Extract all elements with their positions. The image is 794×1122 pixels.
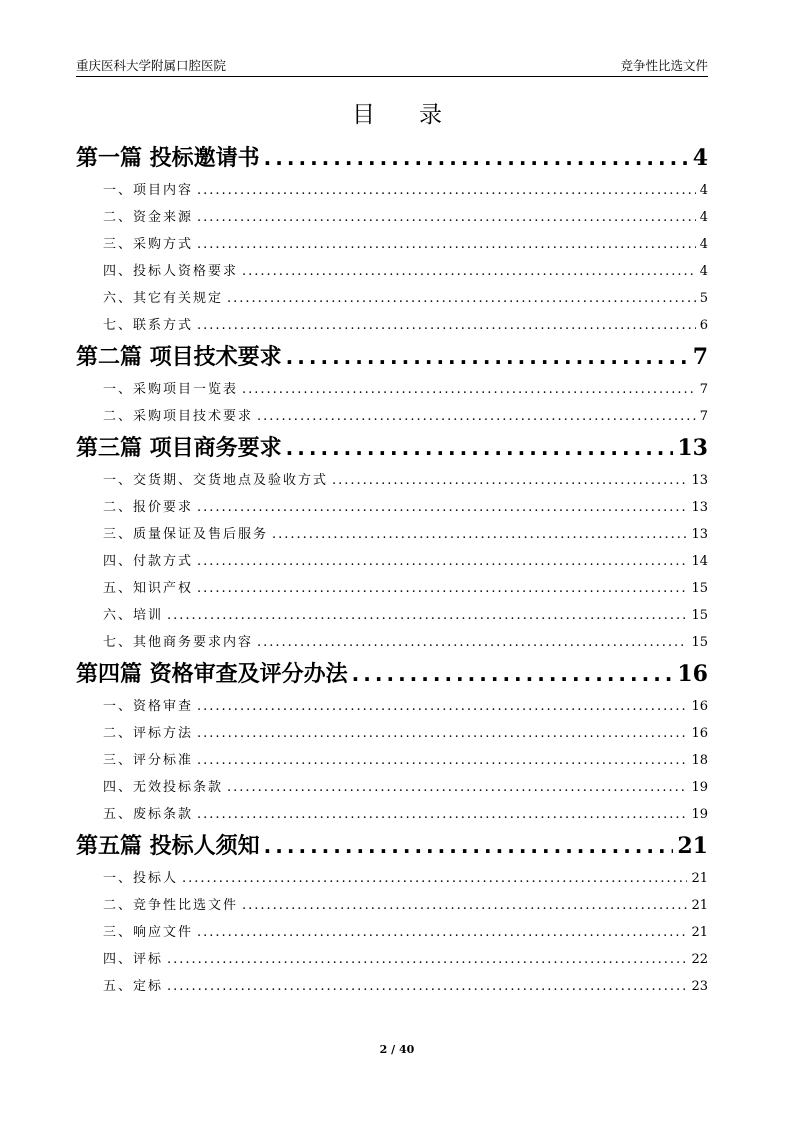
toc-entry-label: 第二篇 项目技术要求 (76, 345, 282, 370)
toc-entry-label: 一、投标人 (103, 871, 179, 886)
toc-leader-dots (167, 602, 687, 629)
toc-leader-dots (197, 548, 687, 575)
toc-leader-dots (197, 801, 687, 828)
toc-leader-dots (257, 403, 696, 430)
toc-section-entry[interactable] (76, 973, 708, 1000)
toc-entry-page: 21 (677, 833, 708, 859)
toc-entry-label: 二、竞争性比选文件 (103, 898, 239, 913)
toc-entry-label: 二、采购项目技术要求 (103, 409, 254, 424)
toc-leader-dots (242, 376, 696, 403)
toc-section-entry[interactable] (76, 919, 708, 946)
toc-entry-page: 21 (691, 898, 708, 913)
toc-leader-dots (264, 140, 689, 177)
toc-section-entry[interactable] (76, 892, 708, 919)
toc-leader-dots (197, 312, 696, 339)
toc-section-entry[interactable] (76, 693, 708, 720)
toc-entry-page: 15 (691, 608, 708, 623)
toc-leader-dots (197, 747, 687, 774)
toc-leader-dots (167, 946, 687, 973)
toc-entry-label: 第五篇 投标人须知 (76, 834, 260, 859)
toc-leader-dots (197, 494, 687, 521)
toc-chapter-entry[interactable] (76, 430, 708, 467)
toc-leader-dots (272, 521, 687, 548)
toc-entry-label: 六、培训 (103, 608, 164, 623)
toc-leader-dots (257, 629, 687, 656)
toc-entry-page: 5 (699, 291, 708, 306)
toc-section-entry[interactable] (76, 231, 708, 258)
toc-entry-page: 4 (692, 145, 708, 171)
page-number: 2 / 40 (379, 1043, 415, 1056)
toc-entry-page: 16 (691, 726, 708, 741)
toc-section-entry[interactable] (76, 285, 708, 312)
toc-entry-label: 七、联系方式 (103, 318, 194, 333)
toc-entry-page: 15 (691, 581, 708, 596)
toc-section-entry[interactable] (76, 177, 708, 204)
toc-entry-label: 一、采购项目一览表 (103, 382, 239, 397)
page-header (76, 56, 708, 77)
toc-entry-page: 13 (691, 500, 708, 515)
header-hospital-name: 重庆医科大学附属口腔医院 (76, 58, 227, 73)
toc-entry-label: 四、付款方式 (103, 554, 194, 569)
toc-entry-page: 13 (677, 435, 708, 461)
toc-section-entry[interactable] (76, 720, 708, 747)
toc-entry-label: 第三篇 项目商务要求 (76, 436, 282, 461)
toc-chapter-entry[interactable] (76, 140, 708, 177)
toc-entry-page: 7 (699, 409, 708, 424)
toc-entry-label: 二、报价要求 (103, 500, 194, 515)
toc-entry-page: 21 (691, 871, 708, 886)
toc-entry-label: 三、采购方式 (103, 237, 194, 252)
toc-entry-label: 七、其他商务要求内容 (103, 635, 254, 650)
toc-leader-dots (332, 467, 687, 494)
toc-entry-label: 第四篇 资格审查及评分办法 (76, 662, 348, 687)
toc-section-entry[interactable] (76, 629, 708, 656)
toc-entry-page: 16 (677, 661, 708, 687)
toc-entry-page: 22 (691, 952, 708, 967)
toc-entry-page: 6 (699, 318, 708, 333)
toc-section-entry[interactable] (76, 865, 708, 892)
toc-leader-dots (286, 339, 689, 376)
toc-section-entry[interactable] (76, 494, 708, 521)
toc-section-entry[interactable] (76, 521, 708, 548)
toc-entry-page: 15 (691, 635, 708, 650)
toc-section-entry[interactable] (76, 801, 708, 828)
toc-section-entry[interactable] (76, 376, 708, 403)
toc-entry-label: 二、评标方法 (103, 726, 194, 741)
toc-leader-dots (197, 919, 687, 946)
toc-entry-page: 7 (699, 382, 708, 397)
toc-leader-dots (286, 430, 674, 467)
toc-entry-label: 一、项目内容 (103, 183, 194, 198)
toc-leader-dots (197, 693, 687, 720)
toc-leader-dots (167, 973, 687, 1000)
toc-entry-label: 第一篇 投标邀请书 (76, 146, 260, 171)
toc-leader-dots (182, 865, 687, 892)
toc-section-entry[interactable] (76, 204, 708, 231)
toc-entry-page: 18 (691, 753, 708, 768)
toc-section-entry[interactable] (76, 575, 708, 602)
toc-entry-label: 四、评标 (103, 952, 164, 967)
toc-section-entry[interactable] (76, 467, 708, 494)
toc-leader-dots (197, 177, 696, 204)
toc-entry-page: 14 (691, 554, 708, 569)
toc-entry-label: 六、其它有关规定 (103, 291, 224, 306)
toc-section-entry[interactable] (76, 312, 708, 339)
toc-entry-label: 四、投标人资格要求 (103, 264, 239, 279)
toc-leader-dots (352, 656, 674, 693)
toc-entry-label: 四、无效投标条款 (103, 780, 224, 795)
toc-entry-page: 21 (691, 925, 708, 940)
toc-leader-dots (264, 828, 674, 865)
toc-title: 目录 (352, 102, 486, 128)
toc-entry-page: 13 (691, 473, 708, 488)
toc-section-entry[interactable] (76, 548, 708, 575)
toc-chapter-entry[interactable] (76, 656, 708, 693)
table-of-contents (76, 140, 708, 1000)
toc-entry-label: 三、响应文件 (103, 925, 194, 940)
toc-leader-dots (197, 575, 687, 602)
toc-section-entry[interactable] (76, 747, 708, 774)
toc-entry-label: 三、质量保证及售后服务 (103, 527, 269, 542)
toc-entry-label: 一、资格审查 (103, 699, 194, 714)
toc-section-entry[interactable] (76, 602, 708, 629)
toc-leader-dots (197, 231, 696, 258)
toc-leader-dots (197, 204, 696, 231)
toc-section-entry[interactable] (76, 403, 708, 430)
toc-entry-page: 19 (691, 807, 708, 822)
toc-entry-page: 4 (699, 183, 708, 198)
toc-entry-page: 19 (691, 780, 708, 795)
toc-entry-page: 13 (691, 527, 708, 542)
header-document-type: 竞争性比选文件 (620, 58, 708, 73)
toc-leader-dots (242, 258, 696, 285)
toc-entry-page: 4 (699, 264, 708, 279)
toc-entry-label: 一、交货期、交货地点及验收方式 (103, 473, 329, 488)
toc-entry-page: 4 (699, 210, 708, 225)
toc-chapter-entry[interactable] (76, 339, 708, 376)
toc-entry-label: 五、废标条款 (103, 807, 194, 822)
toc-leader-dots (197, 720, 687, 747)
toc-section-entry[interactable] (76, 774, 708, 801)
toc-entry-label: 三、评分标准 (103, 753, 194, 768)
toc-entry-page: 7 (692, 344, 708, 370)
toc-entry-page: 16 (691, 699, 708, 714)
toc-entry-label: 五、知识产权 (103, 581, 194, 596)
toc-section-entry[interactable] (76, 946, 708, 973)
toc-leader-dots (227, 774, 687, 801)
toc-entry-page: 23 (691, 979, 708, 994)
toc-leader-dots (242, 892, 687, 919)
toc-entry-label: 五、定标 (103, 979, 164, 994)
toc-section-entry[interactable] (76, 258, 708, 285)
toc-chapter-entry[interactable] (76, 828, 708, 865)
toc-entry-label: 二、资金来源 (103, 210, 194, 225)
toc-entry-page: 4 (699, 237, 708, 252)
toc-leader-dots (227, 285, 696, 312)
